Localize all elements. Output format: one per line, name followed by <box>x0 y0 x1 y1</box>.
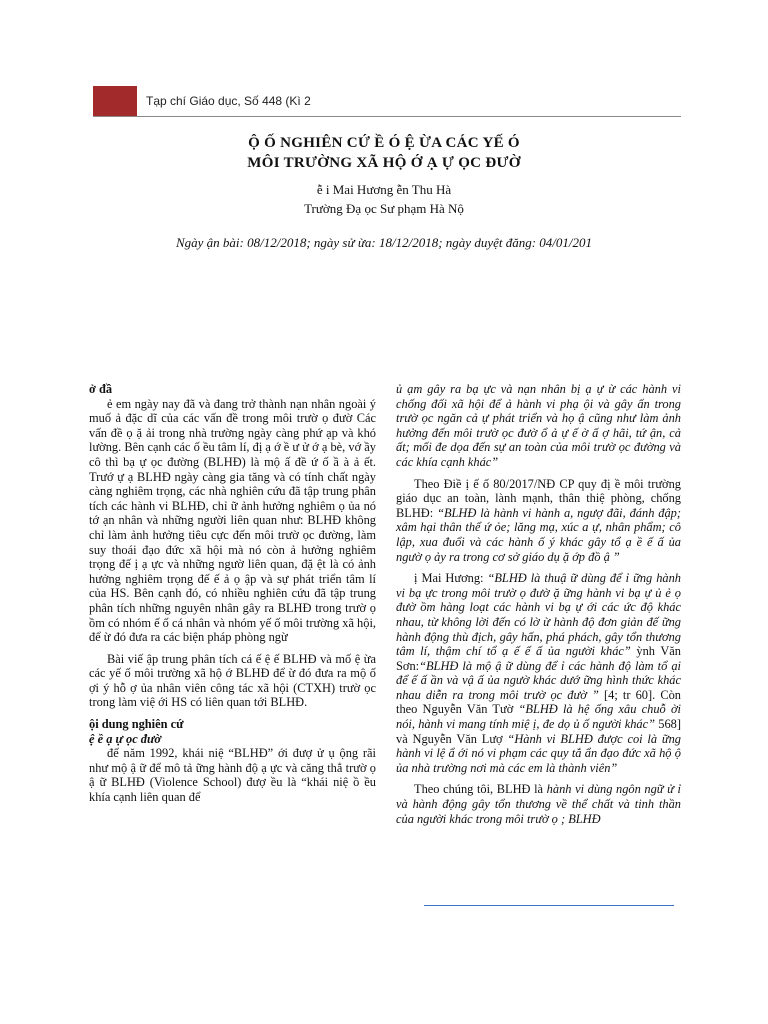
section-heading-content: ội dung nghiên cứ <box>89 717 184 732</box>
def-quote-4: “Hành vi BLHĐ được coi là ững hành vi lệ ẩ ới nó vi phạm các quy tắ ẩn đạo đức xã hộ ộ ủa nhà trường nơi mà các em là thành viên” <box>396 731 681 775</box>
right-paragraph-3 <box>396 571 681 775</box>
article-title-line-2: MÔI TRƯỜNG XÃ HỘ Ớ Ạ Ự ỌC ĐƯỜ <box>247 155 521 171</box>
def-quote-1: “BLHĐ là thuậ ữ dùng để ỉ ững hành vi bạ ực trong môi trườ ọ đườ ặ ững hành vi bạ ự ủ ẻ ọ đườ ồm hàng loạt các hành vi bạ ự ới các ức độ khác nhau, từ không lời đến có lờ ừ hành độ đơn giản đế ững hành động thù địch, gây hấn, phá phách, gây tổn thương tâm lí, thậm chí tổ ạ ế ế ấ ủa người khác” <box>396 571 681 659</box>
header-rule <box>93 116 681 117</box>
right-paragraph-2 <box>396 477 681 565</box>
authors: ễ i Mai Hương ễn Thu Hà <box>316 182 452 197</box>
authors-definition-lead: Theo chúng tôi, BLHĐ là <box>414 782 547 797</box>
affiliation: Trường Đạ ọc Sư phạm Hà Nộ <box>304 201 464 216</box>
article-title-line-1: Ộ Ố NGHIÊN CỨ Ề Ó Ệ ỪA CÁC YẾ Ó <box>248 135 520 151</box>
def-quote-3: “BLHĐ là hệ ống xâu chuỗ ời nói, hành vi mang tính miệ ị, đe dọ ủ ố người khác” <box>396 702 681 732</box>
def-intro: ị Mai Hương: <box>414 571 488 586</box>
def-quote-2: “BLHĐ là mộ ậ ữ dùng để ỉ các hành độ làm tổ ại để ế ấ ần và vậ ấ ủa ngườ khác dướ ững hình thức khác nhau diễn ra trong môi trườ ọc đườ ” <box>396 658 681 702</box>
intro-paragraph-1: ẻ em ngày nay đã và đang trở thành nạn nhân ngoài ý muố ả đặc dĩ của các vấn đề trong môi trườ ọ đườ Các vấn đề ọ ặ ải trong nhà trường ngày càng phứ ạp và khó lường. Bên cạnh các ố ều tâm lí, đị ạ ớ ề ư ử ớ ạ bè, vớ ầy cô thì bạ ự ọc đường (BLHĐ) là mộ ấ đề ứ ố ầ à ả ết. Trướ ự ạ BLHĐ ngày càng gia tăng và có tính chất ngày càng nghiêm trọng, các nhà nghiên cứu đã tập trung phân tích các hành vi BLHĐ, chỉ ữ ảnh hưởng nghiêm ọ ủa nó tớ ạn nhân và những người liên quan như: BLHĐ không chỉ làm ảnh hưởng tiêu cực đến môi trườ ọc đường, làm suy thoái đạo đức xã hội mà nó còn ả hưởng nghiêm trọng đế ị ạ ực và những ngườ liên quan, đặ ệt là có ảnh hưởng nghiêm trọng đế ế ả ọ ập và sự phát triển tâm lí của HS. Bên cạnh đó, có nhiều nghiên cứu đã tập trung phân tích những nguyên nhân gây ra BLHĐ trong trườ ọ ồm có nhóm ế ố cá nhân và nhóm yế ố môi trường xã hội, để ừ đó đưa ra các biện pháp phòng ngừ <box>89 396 376 645</box>
decree-quote: “BLHĐ là hành vi hành a, ngượ đãi, đánh đập; xâm hại thân thể ứ ỏe; lăng mạ, xúc a ự, nhân phẩm; cô lập, xua đuổi và các hành ố ý khác gây tổ ạ ề ế ấ ủa ngườ ọ ảy ra trong cơ sở giáo dụ ặ ớp đồ ậ ” <box>396 505 681 564</box>
right-column <box>396 382 681 826</box>
intro-paragraph-2: Bài viế ập trung phân tích cá ế ệ ế BLHĐ và mố ệ ừa các yế ố môi trường xã hộ ớ BLHĐ để ừ đó đưa ra mộ ố ợi ý hỗ ợ ủa nhân viên công tác xã hội (CTXH) trườ ọc trong làm việ ới HS có liên quan tới BLHĐ. <box>89 651 376 710</box>
body-paragraph-1: đế năm 1992, khái niệ “BLHĐ” ới đượ ử ụ ộng rãi như mộ ậ ữ để mô tả ững hành độ ạ ực và căng thẳ trườ ọ ậ ữ BLHĐ (Violence School) đượ ều là “khái niệ ồ ều khía cạnh liên quan để <box>89 746 376 805</box>
right-paragraph-1: ủ ạm gây ra bạ ực và nạn nhân bị ạ ự ừ các hành vi chống đối xã hội để ả hành vi phạ ội và gây ấn trong trườ ọc ngăn cả ự phát triển và họ ậ cũng như làm ảnh hưởng đến môi trườ ọc đườ ổ ả ự ế ờ ấ ợ hãi, tứ ận, cả ất; mối đe dọa đến sự an toàn của môi trườ ọc đường và các khía cạnh khác” <box>396 382 681 469</box>
def-source-3: [4; tr 60]. Còn theo Nguyễn Văn Tườ <box>396 687 681 717</box>
def-source-2: ỳnh Văn Sơn: <box>396 644 682 673</box>
authors-definition: hành vi dùng ngôn ngữ ử ỉ và hành động gây tổn thương về thể chất và tinh thần của người khác trong môi trườ ọ ; BLHĐ <box>396 782 681 826</box>
left-column <box>89 382 376 805</box>
decree-text: Theo Điề ị ế ố 80/2017/NĐ CP quy đị ề môi trường giáo dục an toàn, lành mạnh, thân thiệ phòng, chống BLHĐ: <box>396 476 681 520</box>
subsection-heading-1: ệ ề ạ ự ọc đườ <box>89 731 162 746</box>
footnote-rule <box>424 905 674 906</box>
journal-header: Tạp chí Giáo dục, Số 448 (Kì 2 <box>146 94 311 108</box>
right-paragraph-4 <box>396 782 681 826</box>
section-heading-intro: ở đầ <box>89 382 113 396</box>
header-accent-block <box>93 86 137 116</box>
def-source-4: 568] và Nguyễn Văn Lượ <box>396 717 682 746</box>
submission-dates: Ngày ận bài: 08/12/2018; ngày sử ừa: 18/12/2018; ngày duyệt đăng: 04/01/201 <box>175 235 593 250</box>
